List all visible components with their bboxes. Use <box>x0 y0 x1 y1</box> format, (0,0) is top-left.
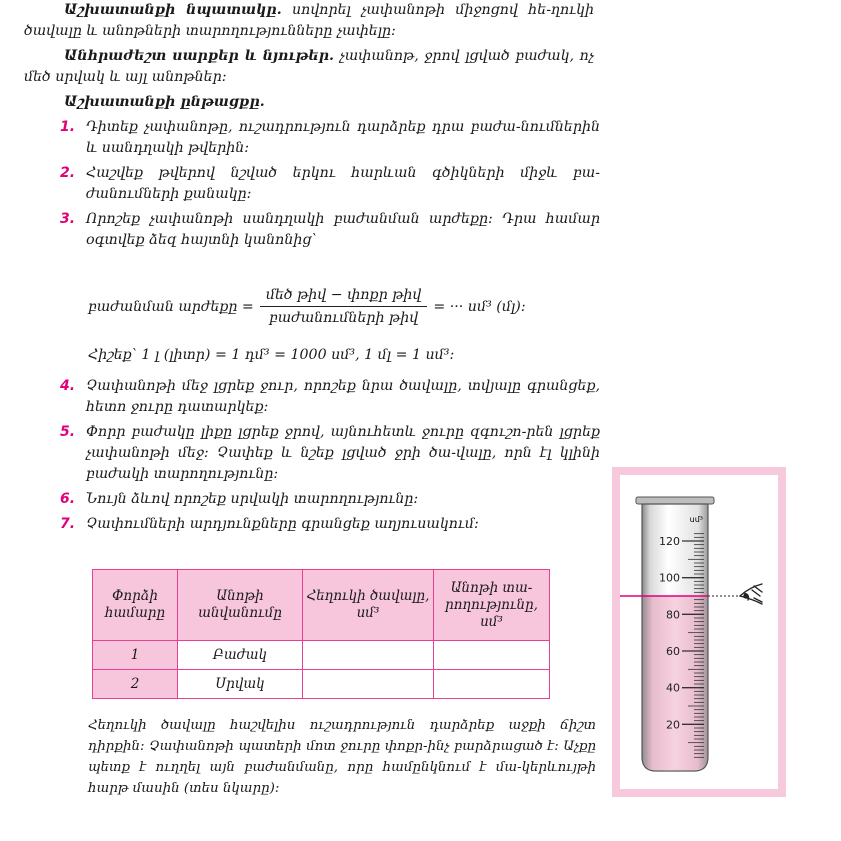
goal-label: Աշխատանքի նպատակը. <box>64 2 282 18</box>
figure-panel <box>620 475 778 789</box>
step-number: 1. <box>60 119 76 135</box>
step-item <box>60 514 600 535</box>
cylinder-rim <box>636 497 714 504</box>
table-cell[interactable] <box>434 641 550 670</box>
step-item <box>60 376 600 418</box>
scale-label: 100 <box>659 571 680 585</box>
procedure-heading: Աշխատանքի ընթացքը. <box>64 94 265 110</box>
step-number: 2. <box>60 165 76 181</box>
units-note: Հիշեք՝ 1 լ (լիտր) = 1 դմ³ = 1000 սմ³, 1 մլ = 1 սմ³: <box>88 347 455 363</box>
step-text: Դիտեք չափանոթը, ուշադրություն դարձրեք դրա բաժա-նումներին և սանդղակի թվերին: <box>86 119 600 156</box>
formula-lhs: բաժանման արժեքը = <box>88 298 254 315</box>
formula-rhs: = ··· սմ³ (մլ): <box>433 298 526 315</box>
materials-paragraph <box>24 46 594 88</box>
step-number: 5. <box>60 424 76 440</box>
step-number: 7. <box>60 516 76 532</box>
step-number: 3. <box>60 211 76 227</box>
reading-tip-paragraph: Հեղուկի ծավալը հաշվելիս ուշադրություն դարձրեք աջքի ճիշտ դիրքին: Չափանոթի պատերի մոտ ջուրը փոքր-ինչ բարձրացած է: Աչքը պետք է ուղղել այն բաժանմանը, որը համընկնում է մա-կերևույթի հարթ մասին (տես նկարը): <box>88 718 596 796</box>
formula-fraction <box>260 287 428 326</box>
scale-label: 20 <box>666 718 680 732</box>
scale-unit-label: սմ³ <box>689 515 703 524</box>
table-header-row <box>93 570 550 641</box>
step-number: 6. <box>60 491 76 507</box>
formula-denominator: բաժանումների թիվ <box>269 310 419 326</box>
scale-label: 60 <box>666 645 680 658</box>
header-liquid-volume: Հեղուկի ծավալը, սմ³ <box>303 570 434 641</box>
goal-paragraph <box>24 0 594 42</box>
table-cell[interactable] <box>434 670 550 699</box>
header-experiment-number: Փորձի համարը <box>93 570 178 641</box>
step-item <box>60 489 600 510</box>
results-table <box>92 569 550 699</box>
step-item <box>60 117 600 159</box>
table-cell[interactable] <box>303 670 434 699</box>
step-item <box>60 209 600 251</box>
graduated-cylinder-figure <box>612 467 786 797</box>
table-row <box>93 670 550 699</box>
table-cell: 1 <box>93 641 178 670</box>
scale-label: 80 <box>666 608 680 622</box>
table-cell: Բաժակ <box>178 641 303 670</box>
eye-icon <box>740 584 762 604</box>
step-text: Նույն ձևով որոշեք սրվակի տարողությունը: <box>86 491 419 507</box>
step-text: Հաշվեք թվերով նշված երկու հարևան գծիկների միջև բա-ժանումների քանակը: <box>86 165 600 202</box>
scale-label: 40 <box>666 681 680 695</box>
goal-text: սովորել չափանոթի միջոցով հե-ղուկի ծավալը և անոթների տարողությունները չափելը: <box>24 2 595 39</box>
steps-list-1 <box>60 117 600 255</box>
formula-numerator: մեծ թիվ − փոքր թիվ <box>260 287 428 307</box>
table-cell: 2 <box>93 670 178 699</box>
header-vessel-capacity: Անոթի տա-րողությունը, սմ³ <box>434 570 550 641</box>
table-row <box>93 641 550 670</box>
step-text: Չափումների արդյունքները գրանցեք աղյուսակում: <box>86 516 479 532</box>
division-value-formula <box>88 287 526 326</box>
table-cell: Սրվակ <box>178 670 303 699</box>
materials-text: չափանոթ, ջրով լցված բաժակ, ոչ մեծ սրվակ և այլ անոթներ: <box>24 48 594 85</box>
step-text: Որոշեք չափանոթի սանդղակի բաժանման արժեքը: Դրա համար օգտվեք ձեզ հայտնի կանոնից՝ <box>86 211 600 248</box>
step-text: Փորր բաժակը լիքը լցրեք ջրով, այնուհետև ջուրը զգուշո-րեն լցրեք չափանոթի մեջ: Չափեք և նշեք լցված ջրի ծա-վալը, որն էլ կլինի բաժակի տարողությունը: <box>86 424 600 482</box>
step-text: Չափանոթի մեջ լցրեք ջուր, որոշեք նրա ծավալը, տվյալը գրանցեք, հետո ջուրը դատարկեք: <box>86 378 600 415</box>
step-number: 4. <box>60 378 76 394</box>
header-vessel-name: Անոթի անվանումը <box>178 570 303 641</box>
graduated-cylinder-svg <box>620 475 778 789</box>
steps-list-2 <box>60 376 600 539</box>
scale-label: 120 <box>659 535 680 548</box>
step-item <box>60 422 600 485</box>
step-item <box>60 163 600 205</box>
table-cell[interactable] <box>303 641 434 670</box>
materials-label: Անհրաժեշտ սարքեր և նյութեր. <box>64 48 334 64</box>
